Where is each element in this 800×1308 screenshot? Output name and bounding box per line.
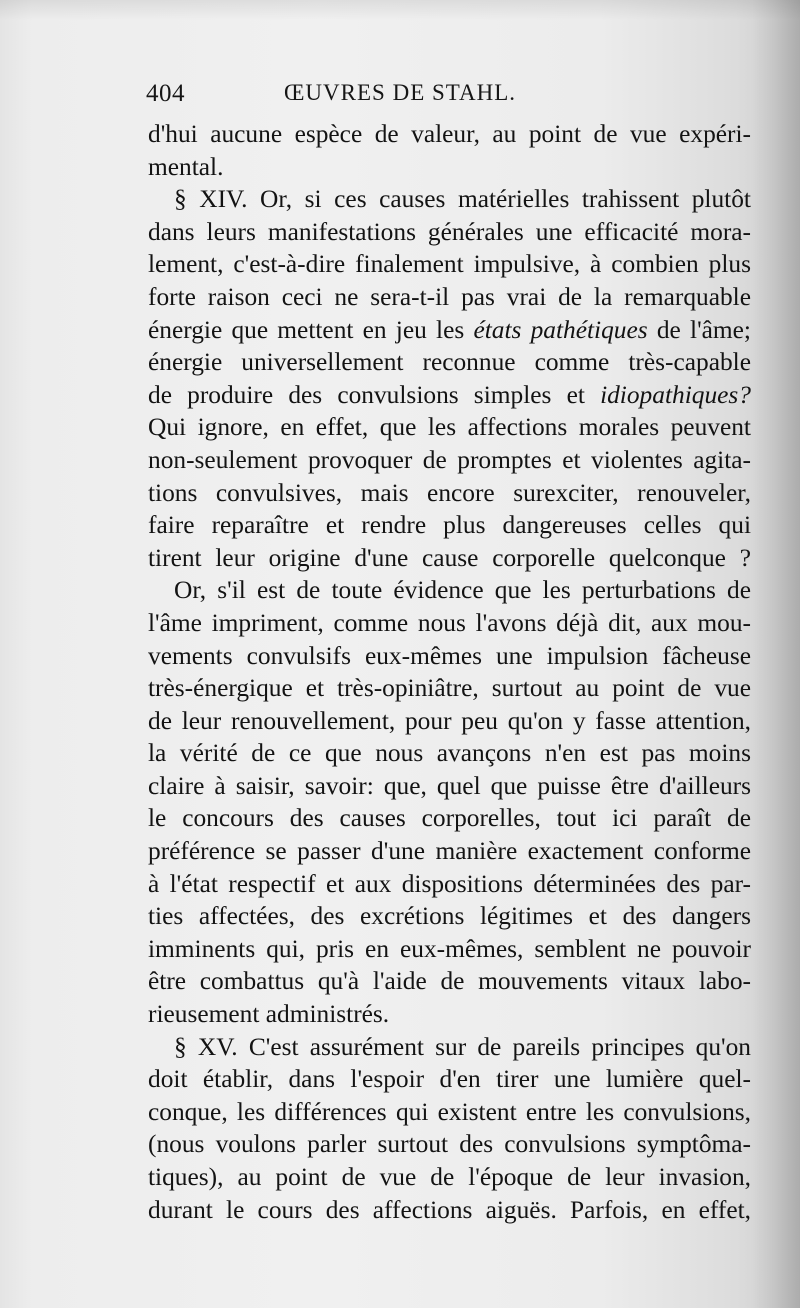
text-line: imminents qui, pris en eux-mêmes, semblent ne pouvoir xyxy=(148,934,751,963)
text-line: § XIV. Or, si ces causes matérielles trahissent plutôt xyxy=(174,185,751,214)
page-spine-shadow xyxy=(752,0,800,1308)
text-line: préférence se passer d'une manière exactement conforme xyxy=(148,837,751,866)
text-line xyxy=(148,314,751,347)
text-line: le concours des causes corporelles, tout ici paraît de xyxy=(148,804,751,833)
page-number: 404 xyxy=(146,80,185,107)
text-line: très-énergique et très-opiniâtre, surtout au point de vue xyxy=(148,674,751,703)
text-line: vements convulsifs eux-mêmes une impulsion fâcheuse xyxy=(148,641,751,670)
text-line: faire reparaître et rendre plus dangereuses celles qui xyxy=(148,511,751,540)
text-line: mental. xyxy=(148,152,224,181)
text-line: à l'état respectif et aux dispositions déterminées des par- xyxy=(148,869,751,898)
text-line: dans leurs manifestations générales une efficacité mora- xyxy=(148,217,751,246)
text-line: forte raison ceci ne sera-t-il pas vrai de la remarquable xyxy=(148,282,751,311)
text-line: durant le cours des affections aiguës. Parfois, en effet, xyxy=(148,1195,751,1224)
text-line: lement, c'est-à-dire finalement impulsive, à combien plus xyxy=(148,250,751,279)
text-line: de leur renouvellement, pour peu qu'on y fasse attention, xyxy=(148,706,751,735)
text-line: rieusement administrés. xyxy=(148,1000,390,1029)
text-line: être combattus qu'à l'aide de mouvements vitaux labo- xyxy=(148,967,751,996)
running-head: ŒUVRES DE STAHL. xyxy=(283,80,517,105)
italic-phrase: idiopathiques? xyxy=(600,380,751,409)
text-line: (nous voulons parler surtout des convulsions symptôma- xyxy=(148,1130,751,1159)
text-line: Qui ignore, en effet, que les affections morales peuvent xyxy=(148,413,751,442)
text-line: énergie universellement reconnue comme très-capable xyxy=(148,348,751,377)
body-text xyxy=(148,118,751,1226)
text-line: conque, les différences qui existent entre les convulsions, xyxy=(148,1097,751,1126)
text-segment: énergie que mettent en jeu les xyxy=(148,315,474,344)
text-line: tions convulsives, mais encore surexciter, renouveler, xyxy=(148,478,751,507)
text-line: d'hui aucune espèce de valeur, au point de vue expéri- xyxy=(148,120,751,148)
text-line: tirent leur origine d'une cause corporelle quelconque ? xyxy=(148,543,751,572)
text-segment: de produire des convulsions simples et xyxy=(148,380,601,409)
text-line: ties affectées, des excrétions légitimes et des dangers xyxy=(148,902,751,931)
text-line: § XV. C'est assurément sur de pareils principes qu'on xyxy=(174,1032,751,1061)
page-top-shadow xyxy=(0,0,800,20)
italic-phrase: états pathétiques xyxy=(473,315,648,344)
text-line xyxy=(148,379,751,412)
text-segment: de l'âme; xyxy=(647,315,751,344)
text-line: l'âme impriment, comme nous l'avons déjà dit, aux mou- xyxy=(148,608,751,637)
text-line: la vérité de ce que nous avançons n'en est pas moins xyxy=(148,739,751,768)
text-line: non-seulement provoquer de promptes et violentes agita- xyxy=(148,445,751,474)
text-line: doit établir, dans l'espoir d'en tirer une lumière quel- xyxy=(148,1065,751,1094)
text-line: claire à saisir, savoir: que, quel que puisse être d'ailleurs xyxy=(148,771,751,800)
text-line: tiques), au point de vue de l'époque de leur invasion, xyxy=(148,1163,751,1191)
text-line: Or, s'il est de toute évidence que les perturbations de xyxy=(174,576,751,605)
